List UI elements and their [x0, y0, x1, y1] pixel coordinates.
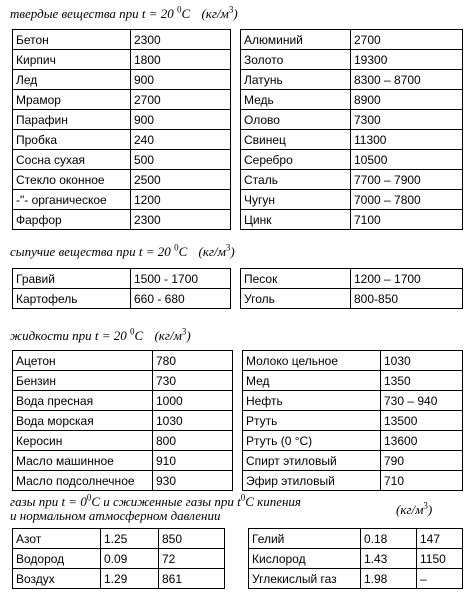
column-gap — [225, 569, 249, 589]
table-row — [13, 269, 463, 289]
column-gap — [231, 70, 241, 90]
liquids-heading — [10, 328, 191, 343]
bulk-table — [12, 268, 463, 309]
gas-density: 1.25 — [101, 529, 159, 549]
substance-name: Цинк — [241, 210, 351, 230]
density-value: 2700 — [351, 30, 463, 50]
density-value: 1200 – 1700 — [351, 269, 463, 289]
table-row — [13, 471, 463, 491]
gases-unit-exp: 3 — [423, 500, 428, 511]
table-row — [13, 569, 463, 589]
density-value: 1200 — [131, 190, 231, 210]
substance-name: Масло машинное — [13, 451, 153, 471]
substance-name: Пробка — [13, 130, 131, 150]
column-gap — [231, 289, 241, 309]
substance-name: Золото — [241, 50, 351, 70]
table-row — [13, 90, 463, 110]
substance-name: Керосин — [13, 431, 153, 451]
column-gap — [233, 471, 243, 491]
gas-name: Водород — [13, 549, 101, 569]
substance-name: Чугун — [241, 190, 351, 210]
density-value: 10500 — [351, 150, 463, 170]
density-value: 1500 - 1700 — [131, 269, 231, 289]
liquids-heading-text: жидкости при t = 20 — [10, 328, 127, 343]
table-row — [13, 391, 463, 411]
solids-heading-text: твердые вещества при t = 20 — [10, 6, 174, 21]
column-gap — [231, 170, 241, 190]
substance-name: Фарфор — [13, 210, 131, 230]
density-value: 2300 — [131, 210, 231, 230]
liquefied-density: 72 — [159, 549, 225, 569]
substance-name: Ртуть — [243, 411, 381, 431]
table-row — [13, 431, 463, 451]
column-gap — [231, 90, 241, 110]
liquids-unit-exp: 3 — [181, 326, 187, 337]
liquefied-density: – — [417, 569, 463, 589]
substance-name: Спирт этиловый — [243, 451, 381, 471]
substance-name: Мрамор — [13, 90, 131, 110]
substance-name: Ртуть (0 °С) — [243, 431, 381, 451]
gas-name: Гелий — [249, 529, 361, 549]
liquids-table — [12, 350, 463, 491]
substance-name: Гравий — [13, 269, 131, 289]
density-value: 7000 – 7800 — [351, 190, 463, 210]
density-value: 660 - 680 — [131, 289, 231, 309]
bulk-unit — [198, 244, 234, 259]
density-value: 2700 — [131, 90, 231, 110]
column-gap — [233, 351, 243, 371]
density-value: 1030 — [381, 351, 463, 371]
column-gap — [225, 529, 249, 549]
liquids-degree-unit: C — [134, 328, 144, 343]
liquefied-density: 147 — [417, 529, 463, 549]
density-value: 900 — [131, 110, 231, 130]
density-value: 13500 — [381, 411, 463, 431]
density-value: 1030 — [153, 411, 233, 431]
density-value: 930 — [153, 471, 233, 491]
density-value: 500 — [131, 150, 231, 170]
table-row — [13, 451, 463, 471]
density-value: 730 – 940 — [381, 391, 463, 411]
solids-unit — [201, 6, 237, 21]
liquids-degree: 0 — [130, 326, 135, 337]
substance-name: Медь — [241, 90, 351, 110]
bulk-degree-unit: C — [178, 244, 188, 259]
table-row — [13, 289, 463, 309]
gases-heading — [10, 494, 301, 509]
column-gap — [231, 110, 241, 130]
liquids-unit — [154, 328, 190, 343]
table-row — [13, 190, 463, 210]
column-gap — [233, 431, 243, 451]
column-gap — [231, 50, 241, 70]
substance-name: Сталь — [241, 170, 351, 190]
table-row — [13, 549, 463, 569]
density-value: 7300 — [351, 110, 463, 130]
density-value: 910 — [153, 451, 233, 471]
column-gap — [233, 451, 243, 471]
substance-name: Кирпич — [13, 50, 131, 70]
gas-density: 1.43 — [361, 549, 417, 569]
substance-name: Мед — [243, 371, 381, 391]
density-value: 730 — [153, 371, 233, 391]
density-value: 2500 — [131, 170, 231, 190]
table-row — [13, 170, 463, 190]
substance-name: Картофель — [13, 289, 131, 309]
gas-name: Кислород — [249, 549, 361, 569]
table-row — [13, 371, 463, 391]
substance-name: Вода пресная — [13, 391, 153, 411]
table-row — [13, 411, 463, 431]
gases-degree-2: 0 — [240, 492, 246, 503]
solids-table — [12, 29, 463, 230]
column-gap — [231, 30, 241, 50]
substance-name: Масло подсолнечное — [13, 471, 153, 491]
density-value: 13600 — [381, 431, 463, 451]
gases-table — [12, 528, 463, 589]
column-gap — [231, 150, 241, 170]
table-row — [13, 30, 463, 50]
density-value: 8300 – 8700 — [351, 70, 463, 90]
substance-name: Бензин — [13, 371, 153, 391]
gas-density: 1.98 — [361, 569, 417, 589]
bulk-heading — [10, 244, 235, 259]
gases-degree: 0 — [86, 492, 92, 503]
substance-name: Эфир этиловый — [243, 471, 381, 491]
gas-density: 1.29 — [101, 569, 159, 589]
density-value: 1350 — [381, 371, 463, 391]
density-value: 1800 — [131, 50, 231, 70]
table-row — [13, 110, 463, 130]
table-row — [13, 130, 463, 150]
column-gap — [231, 190, 241, 210]
substance-name: Стекло оконное — [13, 170, 131, 190]
density-value: 2300 — [131, 30, 231, 50]
gases-heading-a: газы при t = 0 — [10, 494, 87, 509]
column-gap — [231, 269, 241, 289]
substance-name: Молоко цельное — [243, 351, 381, 371]
table-row — [13, 351, 463, 371]
solids-unit-close: ) — [233, 6, 238, 21]
solids-degree-unit: C — [181, 6, 191, 21]
substance-name: Олово — [241, 110, 351, 130]
substance-name: -"- органическое — [13, 190, 131, 210]
table-row — [13, 210, 463, 230]
liquids-unit-text: (кг/м — [154, 328, 182, 343]
substance-name: Бетон — [13, 30, 131, 50]
bulk-degree: 0 — [174, 242, 179, 253]
density-value: 19300 — [351, 50, 463, 70]
density-value: 7100 — [351, 210, 463, 230]
table-row — [13, 529, 463, 549]
gases-unit-text: (кг/м — [396, 502, 424, 517]
gas-density: 0.18 — [361, 529, 417, 549]
solids-unit-exp: 3 — [228, 4, 234, 15]
gases-heading-b: C и сжиженные газы при t — [91, 494, 241, 509]
density-value: 780 — [153, 351, 233, 371]
density-value: 900 — [131, 70, 231, 90]
density-value: 790 — [381, 451, 463, 471]
substance-name: Сосна сухая — [13, 150, 131, 170]
density-value: 1000 — [153, 391, 233, 411]
density-value: 800-850 — [351, 289, 463, 309]
substance-name: Ацетон — [13, 351, 153, 371]
column-gap — [233, 411, 243, 431]
substance-name: Вода морская — [13, 411, 153, 431]
liquids-unit-close: ) — [186, 328, 191, 343]
solids-degree: 0 — [177, 4, 182, 15]
density-value: 7700 – 7900 — [351, 170, 463, 190]
gases-heading-line2: и нормальном атмосферном давлении — [10, 508, 221, 523]
density-value: 240 — [131, 130, 231, 150]
liquefied-density: 1150 — [417, 549, 463, 569]
substance-name: Латунь — [241, 70, 351, 90]
substance-name: Алюминий — [241, 30, 351, 50]
bulk-unit-close: ) — [230, 244, 235, 259]
substance-name: Серебро — [241, 150, 351, 170]
gases-unit — [396, 502, 432, 517]
bulk-unit-exp: 3 — [225, 242, 231, 253]
gases-heading-c: C кипения — [245, 494, 301, 509]
table-row — [13, 50, 463, 70]
substance-name: Парафин — [13, 110, 131, 130]
column-gap — [225, 549, 249, 569]
density-value: 710 — [381, 471, 463, 491]
column-gap — [231, 130, 241, 150]
substance-name: Лед — [13, 70, 131, 90]
gas-density: 0.09 — [101, 549, 159, 569]
table-row — [13, 150, 463, 170]
gas-name: Углекислый газ — [249, 569, 361, 589]
density-value: 800 — [153, 431, 233, 451]
solids-heading — [10, 6, 238, 21]
column-gap — [233, 391, 243, 411]
bulk-unit-text: (кг/м — [198, 244, 226, 259]
bulk-heading-text: сыпучие вещества при t = 20 — [10, 244, 171, 259]
table-row — [13, 70, 463, 90]
column-gap — [233, 371, 243, 391]
substance-name: Свинец — [241, 130, 351, 150]
liquefied-density: 850 — [159, 529, 225, 549]
density-value: 11300 — [351, 130, 463, 150]
substance-name: Нефть — [243, 391, 381, 411]
gas-name: Азот — [13, 529, 101, 549]
solids-unit-text: (кг/м — [201, 6, 229, 21]
column-gap — [231, 210, 241, 230]
liquefied-density: 861 — [159, 569, 225, 589]
gases-unit-close: ) — [427, 502, 433, 517]
substance-name: Уголь — [241, 289, 351, 309]
density-value: 8900 — [351, 90, 463, 110]
gas-name: Воздух — [13, 569, 101, 589]
substance-name: Песок — [241, 269, 351, 289]
